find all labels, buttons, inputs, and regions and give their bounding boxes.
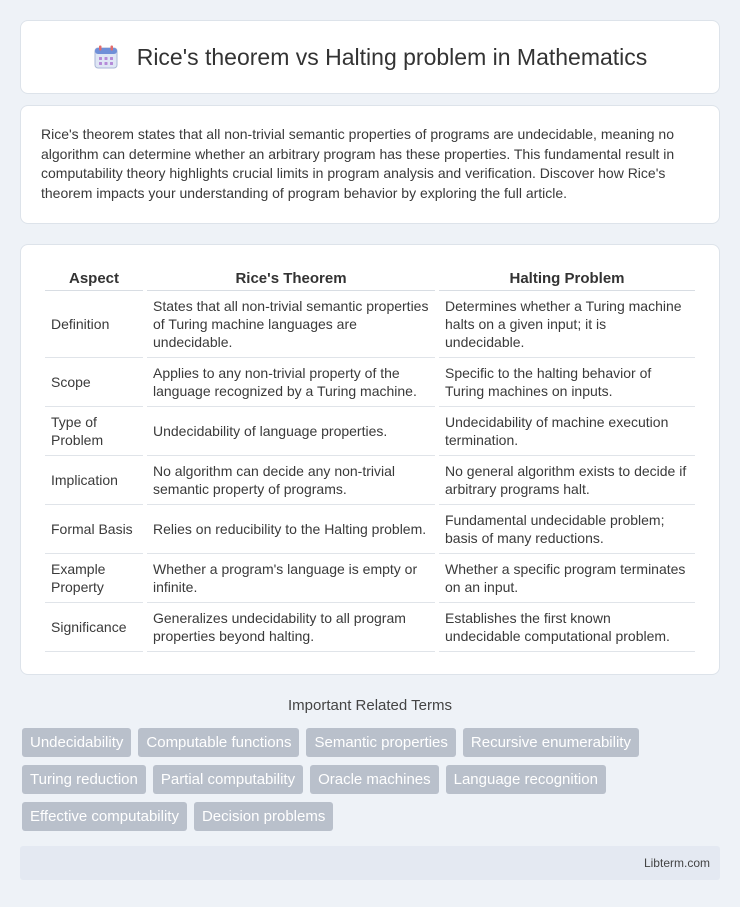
related-term-tag[interactable]: Decision problems	[194, 802, 333, 831]
table-row	[45, 505, 695, 554]
cell-aspect: Type of Problem	[45, 407, 143, 456]
related-term-tag[interactable]: Undecidability	[22, 728, 131, 757]
footer-site-link[interactable]: Libterm.com	[643, 856, 710, 870]
cell-aspect: Example Property	[45, 554, 143, 603]
header-aspect: Aspect	[45, 265, 143, 291]
related-term-tag[interactable]: Language recognition	[446, 765, 606, 794]
cell-halting: Whether a specific program terminates on an input.	[439, 554, 695, 603]
related-term-tag[interactable]: Semantic properties	[306, 728, 455, 757]
footer-bar	[20, 846, 720, 880]
related-term-tag[interactable]: Turing reduction	[22, 765, 146, 794]
cell-halting: Specific to the halting behavior of Turing machines on inputs.	[439, 358, 695, 407]
related-term-tag[interactable]: Partial computability	[153, 765, 303, 794]
calendar-icon	[93, 44, 119, 70]
cell-halting: No general algorithm exists to decide if arbitrary programs halt.	[439, 456, 695, 505]
cell-halting: Establishes the first known undecidable computational problem.	[439, 603, 695, 652]
table-row	[45, 407, 695, 456]
intro-card	[20, 105, 720, 224]
cell-aspect: Formal Basis	[45, 505, 143, 554]
table-row	[45, 358, 695, 407]
table-header-row	[45, 265, 695, 291]
cell-rice: Relies on reducibility to the Halting problem.	[147, 505, 435, 554]
cell-rice: States that all non-trivial semantic properties of Turing machine languages are undecidable.	[147, 291, 435, 358]
cell-rice: Applies to any non-trivial property of the language recognized by a Turing machine.	[147, 358, 435, 407]
cell-halting: Fundamental undecidable problem; basis of many reductions.	[439, 505, 695, 554]
related-term-tag[interactable]: Effective computability	[22, 802, 187, 831]
intro-text: Rice's theorem states that all non-trivial semantic properties of programs are undecidable, meaning no algorithm can determine whether an arbitrary program has these properties. This fundamental result in computability theory highlights crucial limits in program analysis and verification. Discover how Rice's theorem impacts your understanding of program behavior by exploring the full article.	[41, 126, 675, 201]
related-terms-title: Important Related Terms	[288, 697, 452, 714]
cell-halting: Undecidability of machine execution termination.	[439, 407, 695, 456]
related-term-tag[interactable]: Computable functions	[138, 728, 299, 757]
cell-aspect: Significance	[45, 603, 143, 652]
comparison-table	[41, 265, 699, 652]
related-terms-list	[22, 728, 718, 831]
cell-aspect: Implication	[45, 456, 143, 505]
cell-aspect: Definition	[45, 291, 143, 358]
table-row	[45, 291, 695, 358]
page-title: Rice's theorem vs Halting problem in Mathematics	[136, 43, 648, 70]
comparison-table-card	[20, 244, 720, 675]
related-term-tag[interactable]: Oracle machines	[310, 765, 439, 794]
cell-aspect: Scope	[45, 358, 143, 407]
cell-rice: Whether a program's language is empty or infinite.	[147, 554, 435, 603]
table-row	[45, 603, 695, 652]
table-row	[45, 456, 695, 505]
cell-rice: Undecidability of language properties.	[147, 407, 435, 456]
table-row	[45, 554, 695, 603]
cell-halting: Determines whether a Turing machine halts on a given input; it is undecidable.	[439, 291, 695, 358]
header-rice: Rice's Theorem	[147, 265, 435, 291]
cell-rice: Generalizes undecidability to all program properties beyond halting.	[147, 603, 435, 652]
header-card	[20, 20, 720, 94]
related-term-tag[interactable]: Recursive enumerability	[463, 728, 639, 757]
header-halting: Halting Problem	[439, 265, 695, 291]
cell-rice: No algorithm can decide any non-trivial semantic property of programs.	[147, 456, 435, 505]
